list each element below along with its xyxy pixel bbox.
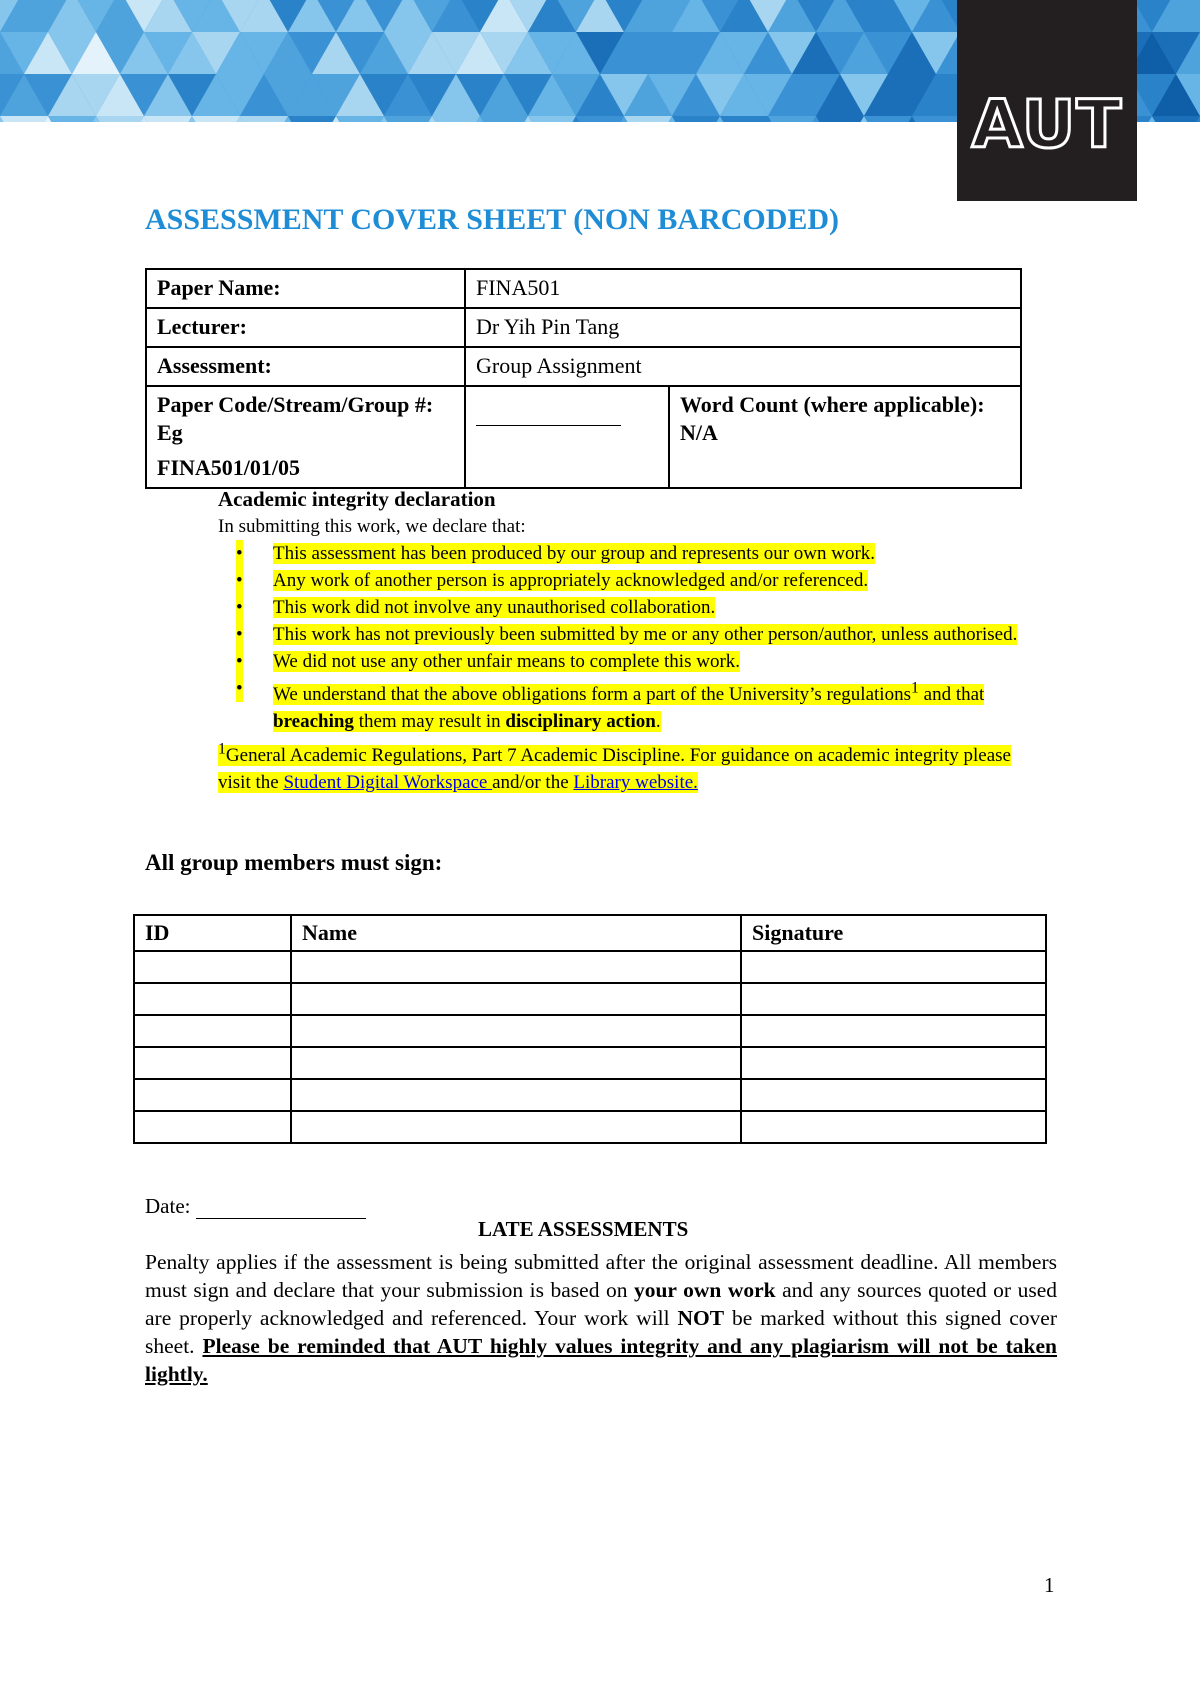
late-assessments-body: Penalty applies if the assessment is being submitted after the original assessment deadline. All members must sign and declare that your submission is based on your own work and any sources quoted or used are properly acknowledged and referenced. Your work will NOT be marked without this signed cover sheet. Please be reminded that AUT highly values integrity and any plagiarism will not be taken lightly.: [145, 1250, 1057, 1386]
page-number: 1: [1044, 1573, 1055, 1597]
col-header-name: Name: [291, 915, 741, 951]
members-table: [133, 914, 1047, 1144]
name-cell[interactable]: [291, 983, 741, 1015]
id-cell[interactable]: [134, 1047, 291, 1079]
id-cell[interactable]: [134, 951, 291, 983]
late-assessments-title: LATE ASSESSMENTS: [478, 1217, 689, 1241]
declaration-title: Academic integrity declaration: [218, 487, 496, 511]
signature-cell[interactable]: [741, 983, 1046, 1015]
id-cell[interactable]: [134, 983, 291, 1015]
signature-cell[interactable]: [741, 1111, 1046, 1143]
lecturer-label: Lecturer:: [146, 308, 465, 347]
table-row: [134, 983, 1046, 1015]
integrity-declaration: [218, 486, 1048, 796]
table-row: [134, 1047, 1046, 1079]
paper-code-field[interactable]: [465, 386, 669, 488]
id-cell[interactable]: [134, 1111, 291, 1143]
paper-details-table: [145, 268, 1022, 489]
sign-heading: All group members must sign:: [145, 850, 443, 875]
list-item: • We did not use any other unfair means to complete this work.: [218, 648, 1048, 675]
name-cell[interactable]: [291, 1079, 741, 1111]
name-cell[interactable]: [291, 1015, 741, 1047]
id-cell[interactable]: [134, 1015, 291, 1047]
id-cell[interactable]: [134, 1079, 291, 1111]
page-title: ASSESSMENT COVER SHEET (NON BARCODED): [145, 203, 840, 236]
paper-code-cell: [146, 386, 465, 488]
list-item: • This assessment has been produced by our group and represents our own work.: [218, 540, 1048, 567]
library-website-link[interactable]: Library website.: [573, 771, 698, 793]
signature-cell[interactable]: [741, 951, 1046, 983]
paper-code-label: Paper Code/Stream/Group #: Eg: [157, 392, 434, 445]
list-item: • This work has not previously been submitted by me or any other person/author, unless authorised.: [218, 621, 1048, 648]
table-row: [134, 1015, 1046, 1047]
assessment-value[interactable]: Group Assignment: [465, 347, 1021, 386]
table-row: [134, 1079, 1046, 1111]
declaration-list: [218, 540, 1048, 735]
logo-text: AUT: [971, 86, 1123, 163]
paper-name-label: Paper Name:: [146, 269, 465, 308]
signature-cell[interactable]: [741, 1047, 1046, 1079]
footnote: $^1$General Academic Regulations, Part 7 Academic Discipline. For guidance on academic integrity please visit the Student Digital Workspace and/or the Library website.: [218, 740, 1011, 793]
list-item: • This work did not involve any unauthorised collaboration.: [218, 594, 1048, 621]
date-field[interactable]: [196, 1196, 366, 1219]
table-row: [134, 1111, 1046, 1143]
col-header-signature: Signature: [741, 915, 1046, 951]
list-item: • Any work of another person is appropriately acknowledged and/or referenced.: [218, 567, 1048, 594]
paper-code-blank[interactable]: [476, 425, 621, 426]
student-digital-workspace-link[interactable]: Student Digital Workspace: [283, 771, 493, 793]
signature-cell[interactable]: [741, 1079, 1046, 1111]
lecturer-value[interactable]: Dr Yih Pin Tang: [465, 308, 1021, 347]
name-cell[interactable]: [291, 951, 741, 983]
paper-name-value[interactable]: FINA501: [465, 269, 1021, 308]
assessment-label: Assessment:: [146, 347, 465, 386]
list-item: • We understand that the above obligations form a part of the University’s regulations$^1$ and that breaching them may result in disciplinary action.: [218, 675, 1048, 735]
table-row: [134, 951, 1046, 983]
plagiarism-warning: Please be reminded that AUT highly values integrity and any plagiarism will not be taken lightly.: [145, 1334, 1057, 1386]
word-count-label: Word Count (where applicable): N/A: [669, 386, 1021, 488]
date-label: Date:: [145, 1194, 196, 1218]
name-cell[interactable]: [291, 1111, 741, 1143]
col-header-id: ID: [134, 915, 291, 951]
declaration-intro: In submitting this work, we declare that:: [218, 516, 526, 537]
paper-code-example: FINA501/01/05: [157, 455, 300, 480]
date-line: [145, 1194, 366, 1219]
signature-cell[interactable]: [741, 1015, 1046, 1047]
name-cell[interactable]: [291, 1047, 741, 1079]
aut-logo: [957, 0, 1137, 201]
